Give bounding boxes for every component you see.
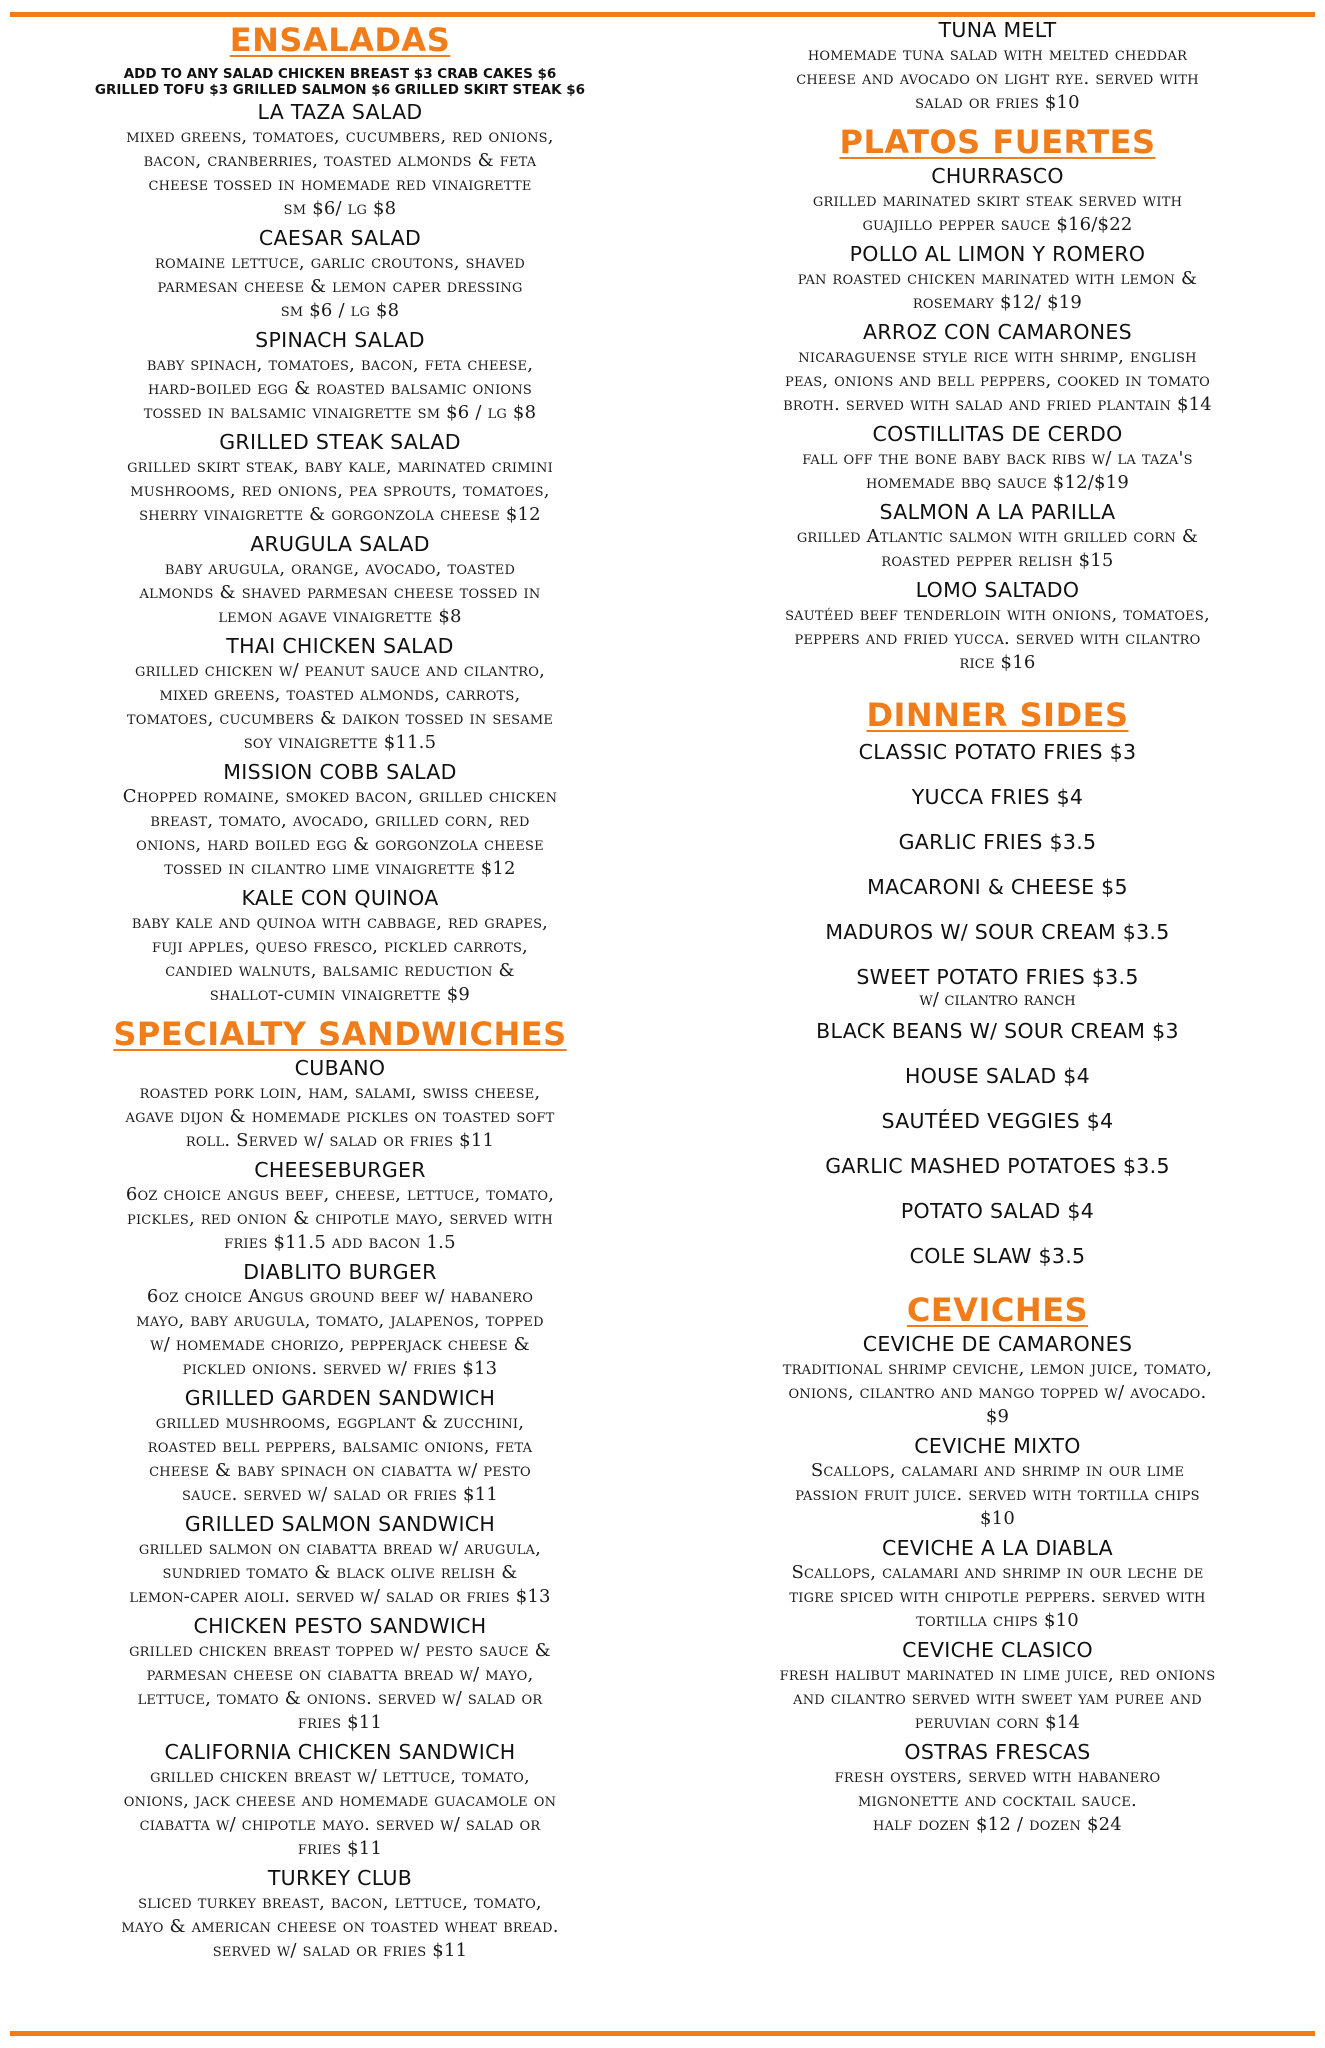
side-name: HOUSE SALAD $4	[905, 1064, 1090, 1088]
sandwiches-heading: SPECIALTY SANDWICHES	[113, 1015, 567, 1053]
side-item	[700, 739, 1295, 765]
side-item	[700, 1018, 1295, 1044]
side-name: SAUTÉED VEGGIES $4	[881, 1109, 1114, 1133]
side-name: YUCCA FRIES $4	[911, 785, 1084, 809]
menu-item	[30, 1260, 650, 1381]
right-column	[700, 18, 1295, 1842]
menu-item	[700, 18, 1295, 115]
item-description: 6oz choice angus beef, cheese, lettuce, tomato, pickles, red onion & chipotle mayo, served with fries $11.5 add bacon 1.5	[125, 1184, 555, 1253]
menu-item	[30, 100, 650, 221]
item-description: fall off the bone baby back ribs w/ la taza's homemade bbq sauce $12/$19	[802, 448, 1193, 493]
item-description: grilled chicken breast w/ lettuce, tomato, onions, jack cheese and homemade guacamole on ciabatta w/ chipotle mayo. served w/ salad or fries $11	[123, 1766, 557, 1859]
item-description: pan roasted chicken marinated with lemon & rosemary $12/ $19	[797, 268, 1198, 313]
item-name: COSTILLITAS DE CERDO	[872, 422, 1123, 446]
item-name: CHEESEBURGER	[254, 1158, 426, 1182]
menu-item	[30, 1158, 650, 1255]
item-description: baby spinach, tomatoes, bacon, feta cheese, hard-boiled egg & roasted balsamic onions tossed in balsamic vinaigrette sm $6 / lg $8	[143, 354, 537, 423]
side-note: w/ cilantro ranch	[919, 989, 1076, 1010]
item-description: fresh oysters, served with habanero mignonette and cocktail sauce. half dozen $12 / dozen $24	[834, 1766, 1161, 1835]
item-name: CEVICHE DE CAMARONES	[862, 1332, 1133, 1356]
side-item	[700, 1153, 1295, 1179]
item-description: fresh halibut marinated in lime juice, red onions and cilantro served with sweet yam puree and peruvian corn $14	[779, 1664, 1216, 1733]
side-name: COLE SLAW $3.5	[909, 1244, 1086, 1268]
menu-item	[30, 1056, 650, 1153]
side-item	[700, 1243, 1295, 1269]
menu-item	[30, 226, 650, 323]
item-description: grilled salmon on ciabatta bread w/ arugula, sundried tomato & black olive relish & lemon-caper aioli. served w/ salad or fries $13	[129, 1538, 551, 1607]
side-item	[700, 1198, 1295, 1224]
item-description: grilled chicken breast topped w/ pesto sauce & parmesan cheese on ciabatta bread w/ mayo, lettuce, tomato & onions. served w/ salad or fries $11	[129, 1640, 551, 1733]
item-description: Scallops, calamari and shrimp in our leche de tigre spiced with chipotle peppers. served with tortilla chips $10	[789, 1562, 1206, 1631]
menu-item	[30, 532, 650, 629]
left-column	[30, 18, 650, 1968]
side-item	[700, 829, 1295, 855]
side-name: GARLIC MASHED POTATOES $3.5	[825, 1154, 1170, 1178]
item-name: CHURRASCO	[931, 164, 1064, 188]
side-item	[700, 964, 1295, 1010]
item-name: LA TAZA SALAD	[257, 100, 423, 124]
item-description: grilled skirt steak, baby kale, marinated crimini mushrooms, red onions, pea sprouts, tomatoes, sherry vinaigrette & gorgonzola cheese $12	[127, 456, 553, 525]
menu-item	[30, 328, 650, 425]
item-description: homemade tuna salad with melted cheddar cheese and avocado on light rye. served with salad or fries $10	[796, 44, 1199, 113]
ensaladas-heading: ENSALADAS	[229, 21, 451, 59]
menu-item	[700, 320, 1295, 417]
item-description: baby arugula, orange, avocado, toasted almonds & shaved parmesan cheese tossed in lemon agave vinaigrette $8	[139, 558, 541, 627]
item-description: baby kale and quinoa with cabbage, red grapes, fuji apples, queso fresco, pickled carrots, candied walnuts, balsamic reduction & shallot-cumin vinaigrette $9	[131, 912, 549, 1005]
item-description: romaine lettuce, garlic croutons, shaved parmesan cheese & lemon caper dressing sm $6 / lg $8	[154, 252, 526, 321]
item-description: sautéed beef tenderloin with onions, tomatoes, peppers and fried yucca. served with cilantro rice $16	[785, 604, 1210, 673]
item-name: ARUGULA SALAD	[250, 532, 430, 556]
side-item	[700, 874, 1295, 900]
item-name: GRILLED GARDEN SANDWICH	[184, 1386, 496, 1410]
salad-addons	[30, 66, 650, 98]
sides-heading: DINNER SIDES	[866, 696, 1129, 734]
item-description: grilled Atlantic salmon with grilled corn & roasted pepper relish $15	[796, 526, 1199, 571]
item-description: Scallops, calamari and shrimp in our lime passion fruit juice. served with tortilla chips $10	[795, 1460, 1200, 1529]
salad-addons-line: GRILLED TOFU $3 GRILLED SALMON $6 GRILLED SKIRT STEAK $6	[94, 82, 586, 98]
item-description: traditional shrimp ceviche, lemon juice, tomato, onions, cilantro and mango topped w/ avocado. $9	[782, 1358, 1213, 1427]
item-name: CEVICHE CLASICO	[902, 1638, 1093, 1662]
side-item	[700, 919, 1295, 945]
top-divider	[10, 12, 1315, 17]
menu-item	[30, 634, 650, 755]
side-name: CLASSIC POTATO FRIES $3	[858, 740, 1137, 764]
item-description: grilled mushrooms, eggplant & zucchini, roasted bell peppers, balsamic onions, feta cheese & baby spinach on ciabatta w/ pesto sauce. served w/ salad or fries $11	[147, 1412, 533, 1505]
menu-item	[30, 430, 650, 527]
item-name: KALE CON QUINOA	[241, 886, 439, 910]
salad-addons-line: ADD TO ANY SALAD CHICKEN BREAST $3 CRAB CAKES $6	[123, 66, 557, 82]
item-description: grilled chicken w/ peanut sauce and cilantro, mixed greens, toasted almonds, carrots, tomatoes, cucumbers & daikon tossed in sesame soy vinaigrette $11.5	[126, 660, 554, 753]
menu-item	[700, 164, 1295, 237]
item-description: nicaraguense style rice with shrimp, english peas, onions and bell peppers, cooked in tomato broth. served with salad and fried plantain $14	[783, 346, 1212, 415]
item-name: OSTRAS FRESCAS	[904, 1740, 1091, 1764]
menu-item	[30, 1512, 650, 1609]
side-name: SWEET POTATO FRIES $3.5	[856, 965, 1139, 989]
item-name: MISSION COBB SALAD	[223, 760, 457, 784]
menu-item	[700, 1332, 1295, 1429]
item-name: TUNA MELT	[938, 18, 1057, 42]
item-name: GRILLED STEAK SALAD	[219, 430, 461, 454]
menu-item	[700, 500, 1295, 573]
menu-item	[700, 1638, 1295, 1735]
side-name: GARLIC FRIES $3.5	[898, 830, 1097, 854]
item-name: LOMO SALTADO	[915, 578, 1080, 602]
item-name: CHICKEN PESTO SANDWICH	[193, 1614, 487, 1638]
menu-item	[30, 1866, 650, 1963]
menu-item	[700, 1434, 1295, 1531]
side-name: MACARONI & CHEESE $5	[867, 875, 1128, 899]
item-description: sliced turkey breast, bacon, lettuce, tomato, mayo & american cheese on toasted wheat bread. served w/ salad or fries $11	[121, 1892, 559, 1961]
item-name: DIABLITO BURGER	[243, 1260, 437, 1284]
menu-item	[700, 422, 1295, 495]
item-description: 6oz choice Angus ground beef w/ habanero mayo, baby arugula, tomato, jalapenos, topped w/ homemade chorizo, pepperjack cheese & pickled onions. served w/ fries $13	[136, 1286, 544, 1379]
item-name: CEVICHE A LA DIABLA	[881, 1536, 1114, 1560]
side-name: BLACK BEANS W/ SOUR CREAM $3	[816, 1019, 1179, 1043]
menu-item	[700, 578, 1295, 675]
item-name: TURKEY CLUB	[267, 1866, 413, 1890]
ceviches-heading: CEVICHES	[906, 1291, 1089, 1329]
item-description: roasted pork loin, ham, salami, swiss cheese, agave dijon & homemade pickles on toasted soft roll. Served w/ salad or fries $11	[125, 1082, 555, 1151]
menu-item	[30, 1740, 650, 1861]
item-description: mixed greens, tomatoes, cucumbers, red onions, bacon, cranberries, toasted almonds & feta cheese tossed in homemade red vinaigrette sm $6/ lg $8	[126, 126, 554, 219]
side-name: POTATO SALAD $4	[900, 1199, 1095, 1223]
menu-item	[700, 1536, 1295, 1633]
menu-item	[30, 760, 650, 881]
item-name: POLLO AL LIMON Y ROMERO	[849, 242, 1146, 266]
item-name: SPINACH SALAD	[255, 328, 425, 352]
side-name: MADUROS W/ SOUR CREAM $3.5	[825, 920, 1170, 944]
menu-item	[700, 242, 1295, 315]
item-name: CAESAR SALAD	[258, 226, 422, 250]
item-description: Chopped romaine, smoked bacon, grilled chicken breast, tomato, avocado, grilled corn, red onions, hard boiled egg & gorgonzola cheese tossed in cilantro lime vinaigrette $12	[122, 786, 558, 879]
platos-heading: PLATOS FUERTES	[839, 123, 1156, 161]
item-name: THAI CHICKEN SALAD	[226, 634, 454, 658]
side-item	[700, 1063, 1295, 1089]
menu-item	[30, 886, 650, 1007]
item-description: grilled marinated skirt steak served with guajillo pepper sauce $16/$22	[812, 190, 1183, 235]
menu-item	[30, 1614, 650, 1735]
item-name: ARROZ CON CAMARONES	[863, 320, 1132, 344]
menu-item	[700, 1740, 1295, 1837]
item-name: CUBANO	[294, 1056, 386, 1080]
item-name: CALIFORNIA CHICKEN SANDWICH	[164, 1740, 516, 1764]
bottom-divider	[10, 2031, 1315, 2036]
item-name: GRILLED SALMON SANDWICH	[184, 1512, 496, 1536]
side-item	[700, 1108, 1295, 1134]
item-name: CEVICHE MIXTO	[914, 1434, 1081, 1458]
side-item	[700, 784, 1295, 810]
menu-item	[30, 1386, 650, 1507]
item-name: SALMON A LA PARILLA	[879, 500, 1116, 524]
